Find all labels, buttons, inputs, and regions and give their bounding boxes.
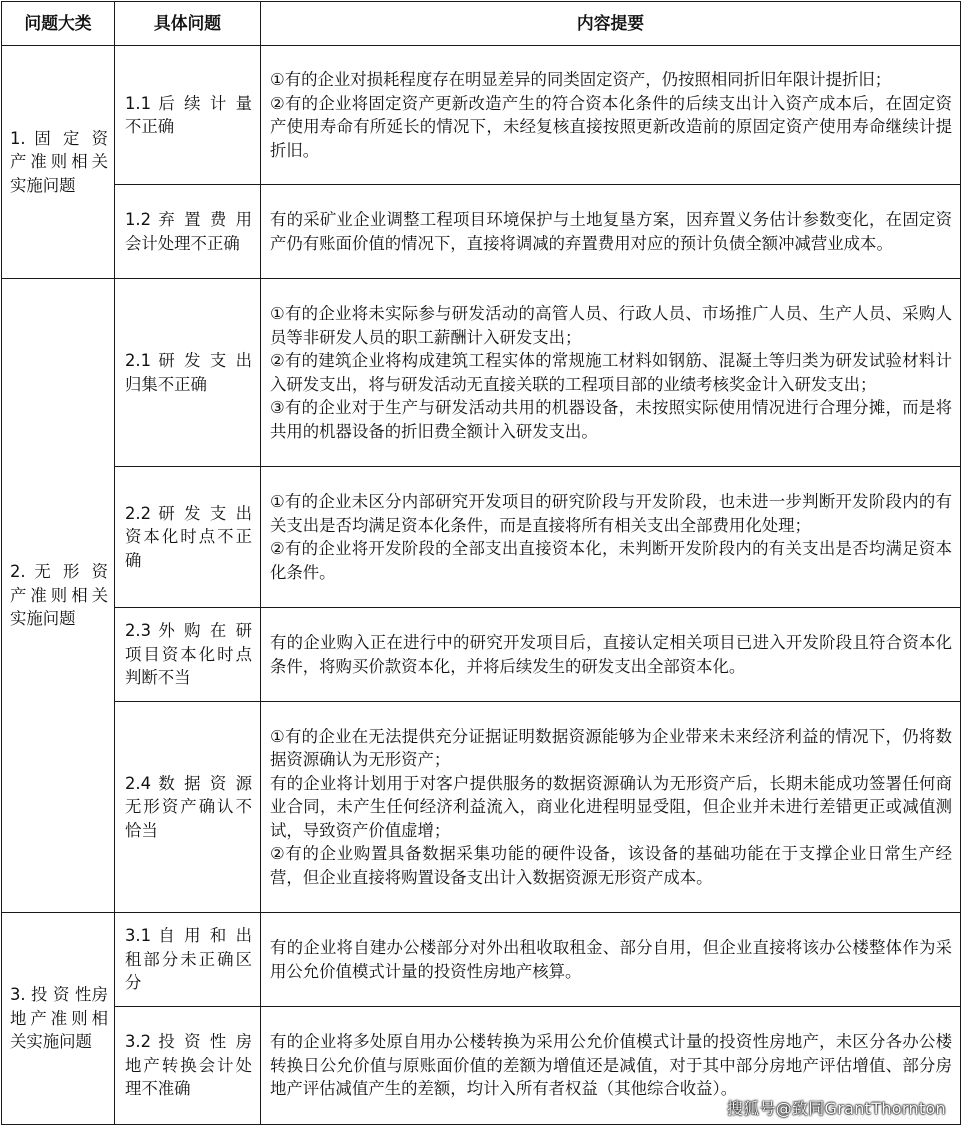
issue-cell: 2.4 数 据 资 源无形资产确认不恰当 bbox=[115, 702, 261, 913]
table-row bbox=[2, 279, 961, 467]
category-cell: 3. 投 资 性房地产准则相关实施问题 bbox=[2, 913, 115, 1125]
issue-cell: 3.1 自 用 和 出租部分未正确区分 bbox=[115, 913, 261, 1007]
header-issue: 具体问题 bbox=[115, 2, 261, 46]
issue-cell: 1.1 后 续 计 量不正确 bbox=[115, 46, 261, 185]
watermark-text: 搜狐号@致同GrantThornton bbox=[726, 1099, 946, 1118]
category-cell: 2. 无 形 资 产准则相关实施问题 bbox=[2, 279, 115, 913]
table-row bbox=[2, 913, 961, 1007]
header-row bbox=[2, 2, 961, 46]
summary-paragraph: ②有的企业购置具备数据采集功能的硬件设备，该设备的基础功能在于支撑企业日常生产经营，但企业直接将购置设备支出计入数据资源无形资产成本。 bbox=[270, 844, 952, 887]
summary-cell bbox=[261, 608, 961, 702]
table-row bbox=[2, 608, 961, 702]
summary-paragraph: ②有的企业将开发阶段的全部支出直接资本化，未判断开发阶段内的有关支出是否均满足资本化条件。 bbox=[270, 539, 952, 582]
summary-paragraph: ②有的建筑企业将构成建筑工程实体的常规施工材料如钢筋、混凝土等归类为研发试验材料计入研发支出，将与研发活动无直接关联的工程项目部的业绩考核奖金计入研发支出； bbox=[270, 351, 952, 394]
summary-cell bbox=[261, 46, 961, 185]
issue-cell: 1.2 弃 置 费 用会计处理不正确 bbox=[115, 185, 261, 279]
summary-paragraph: ①有的企业未区分内部研究开发项目的研究阶段与开发阶段，也未进一步判断开发阶段内的有关支出是否均满足资本化条件，而是直接将所有相关支出全部费用化处理； bbox=[270, 492, 952, 535]
summary-paragraph: 有的企业将计划用于对客户提供服务的数据资源确认为无形资产后，长期未能成功签署任何商业合同，未产生任何经济利益流入，商业化进程明显受阻，但企业并未进行差错更正或减值测试，导致资产价值虚增； bbox=[270, 773, 952, 840]
issue-cell: 2.1 研 发 支 出归集不正确 bbox=[115, 279, 261, 467]
summary-paragraph: ①有的企业将未实际参与研发活动的高管人员、行政人员、市场推广人员、生产人员、采购人员等非研发人员的职工薪酬计入研发支出； bbox=[270, 304, 952, 347]
header-summary: 内容提要 bbox=[261, 2, 961, 46]
summary-cell bbox=[261, 279, 961, 467]
issue-cell: 2.2 研 发 支 出资本化时点不正确 bbox=[115, 467, 261, 608]
summary-cell bbox=[261, 913, 961, 1007]
table-row bbox=[2, 185, 961, 279]
issue-cell: 2.3 外 购 在 研项目资本化时点判断不当 bbox=[115, 608, 261, 702]
summary-paragraph: ②有的企业将固定资产更新改造产生的符合资本化条件的后续支出计入资产成本后，在固定资产使用寿命有所延长的情况下，未经复核直接按照更新改造前的原固定资产使用寿命继续计提折旧。 bbox=[270, 93, 952, 160]
summary-cell bbox=[261, 185, 961, 279]
category-cell: 1. 固 定 资 产准则相关实施问题 bbox=[2, 46, 115, 279]
summary-paragraph: ①有的企业对损耗程度存在明显差异的同类固定资产，仍按照相同折旧年限计提折旧； bbox=[270, 70, 892, 89]
summary-paragraph: ③有的企业对于生产与研发活动共用的机器设备，未按照实际使用情况进行合理分摊，而是将共用的机器设备的折旧费全额计入研发支出。 bbox=[270, 398, 952, 441]
summary-paragraph: ①有的企业在无法提供充分证据证明数据资源能够为企业带来未来经济利益的情况下，仍将数据资源确认为无形资产； bbox=[270, 726, 952, 770]
issues-table bbox=[1, 1, 961, 1125]
table-row bbox=[2, 702, 961, 913]
header-category: 问题大类 bbox=[2, 2, 115, 46]
summary-paragraph: 有的企业将自建办公楼部分对外出租收取租金、部分自用，但企业直接将该办公楼整体作为采用公允价值模式计量的投资性房地产核算。 bbox=[270, 938, 952, 981]
issue-cell: 3.2 投 资 性 房地产转换会计处理不准确 bbox=[115, 1007, 261, 1125]
summary-cell bbox=[261, 702, 961, 913]
summary-cell bbox=[261, 467, 961, 608]
table-row bbox=[2, 467, 961, 608]
table-row bbox=[2, 46, 961, 185]
summary-paragraph: 有的企业购入正在进行中的研究开发项目后，直接认定相关项目已进入开发阶段且符合资本化条件，将购买价款资本化，并将后续发生的研发支出全部资本化。 bbox=[270, 633, 952, 676]
summary-paragraph: 有的采矿业企业调整工程项目环境保护与土地复垦方案，因弃置义务估计参数变化，在固定资产仍有账面价值的情况下，直接将调减的弃置费用对应的预计负债全额冲减营业成本。 bbox=[270, 210, 952, 253]
summary-paragraph: 有的企业将多处原自用办公楼转换为采用公允价值模式计量的投资性房地产，未区分各办公楼转换日公允价值与原账面价值的差额为增值还是减值，对于其中部分房地产评估增值、部分房地产评估减值产生的差额，均计入所有者权益（其他综合收益）。 bbox=[270, 1032, 952, 1099]
